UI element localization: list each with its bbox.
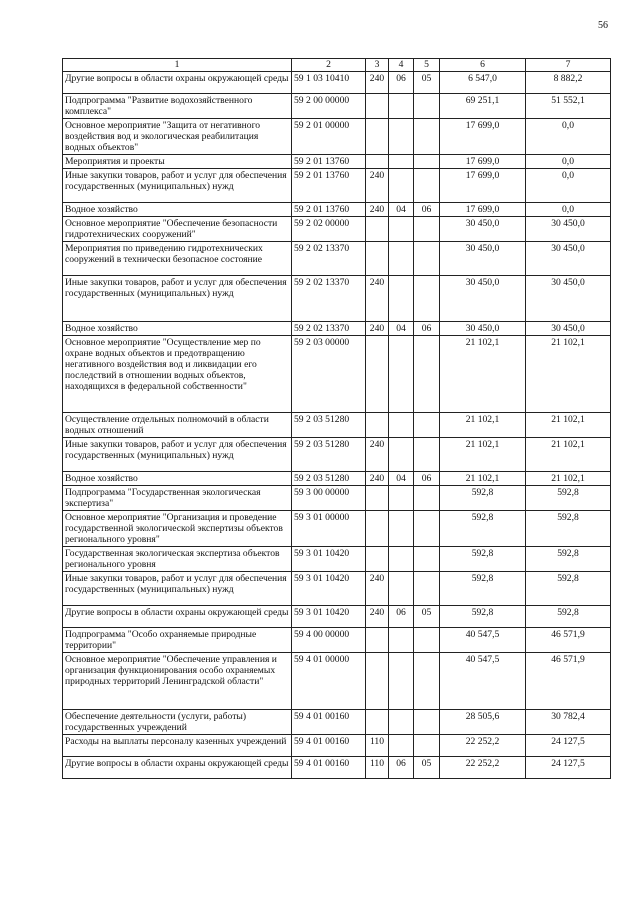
row-name: Основное мероприятие "Обеспечение безопасности гидротехнических сооружений" <box>63 217 292 242</box>
row-name: Другие вопросы в области охраны окружающей среды <box>63 757 292 779</box>
row-amount-year2: 30 450,0 <box>526 276 611 322</box>
row-code: 59 2 03 51280 <box>292 413 366 438</box>
table-row <box>63 757 611 779</box>
row-amount-year1: 592,8 <box>440 547 526 572</box>
row-amount-year1: 21 102,1 <box>440 438 526 472</box>
row-amount-year2: 30 450,0 <box>526 242 611 276</box>
row-name: Иные закупки товаров, работ и услуг для обеспечения государственных (муниципальных) нужд <box>63 438 292 472</box>
row-expense-type <box>366 628 389 653</box>
page-number: 56 <box>598 20 608 31</box>
row-amount-year1: 22 252,2 <box>440 735 526 757</box>
row-amount-year2: 21 102,1 <box>526 438 611 472</box>
row-code: 59 2 01 13760 <box>292 203 366 217</box>
table-row <box>63 276 611 322</box>
row-code: 59 3 00 00000 <box>292 486 366 511</box>
table-row <box>63 472 611 486</box>
row-section <box>389 486 414 511</box>
row-code: 59 2 03 51280 <box>292 472 366 486</box>
row-subsection: 05 <box>414 757 440 779</box>
column-header: 4 <box>389 59 414 72</box>
row-section <box>389 119 414 155</box>
row-amount-year1: 28 505,6 <box>440 710 526 735</box>
row-name: Мероприятия и проекты <box>63 155 292 169</box>
row-code: 59 1 03 10410 <box>292 72 366 94</box>
row-name: Другие вопросы в области охраны окружающей среды <box>63 606 292 628</box>
row-amount-year1: 592,8 <box>440 606 526 628</box>
row-subsection <box>414 169 440 203</box>
row-amount-year2: 24 127,5 <box>526 735 611 757</box>
table-row <box>63 322 611 336</box>
row-subsection <box>414 94 440 119</box>
row-expense-type <box>366 242 389 276</box>
table-row <box>63 119 611 155</box>
row-code: 59 2 02 13370 <box>292 242 366 276</box>
row-amount-year2: 0,0 <box>526 155 611 169</box>
row-expense-type: 240 <box>366 276 389 322</box>
table-row <box>63 653 611 710</box>
row-code: 59 2 01 13760 <box>292 155 366 169</box>
row-amount-year2: 0,0 <box>526 203 611 217</box>
row-name: Водное хозяйство <box>63 203 292 217</box>
row-subsection: 06 <box>414 203 440 217</box>
row-amount-year1: 69 251,1 <box>440 94 526 119</box>
row-expense-type: 110 <box>366 735 389 757</box>
row-amount-year2: 30 450,0 <box>526 322 611 336</box>
row-code: 59 3 01 10420 <box>292 572 366 606</box>
row-code: 59 2 03 51280 <box>292 438 366 472</box>
row-name: Основное мероприятие "Организация и проведение государственной экологической экспертизы объектов регионального уровня" <box>63 511 292 547</box>
row-code: 59 4 01 00160 <box>292 757 366 779</box>
table-row <box>63 735 611 757</box>
row-amount-year2: 21 102,1 <box>526 472 611 486</box>
row-amount-year2: 24 127,5 <box>526 757 611 779</box>
row-expense-type <box>366 336 389 413</box>
row-section: 04 <box>389 472 414 486</box>
row-section: 06 <box>389 72 414 94</box>
table-row <box>63 547 611 572</box>
table-row <box>63 155 611 169</box>
row-subsection <box>414 155 440 169</box>
row-subsection: 06 <box>414 322 440 336</box>
row-amount-year1: 30 450,0 <box>440 276 526 322</box>
row-section: 04 <box>389 203 414 217</box>
row-section <box>389 511 414 547</box>
column-header: 3 <box>366 59 389 72</box>
row-amount-year1: 30 450,0 <box>440 242 526 276</box>
row-subsection <box>414 572 440 606</box>
row-amount-year1: 592,8 <box>440 511 526 547</box>
row-expense-type: 240 <box>366 438 389 472</box>
row-section <box>389 242 414 276</box>
row-amount-year2: 592,8 <box>526 486 611 511</box>
row-code: 59 2 00 00000 <box>292 94 366 119</box>
row-subsection <box>414 511 440 547</box>
row-name: Обеспечение деятельности (услуги, работы) государственных учреждений <box>63 710 292 735</box>
row-subsection <box>414 438 440 472</box>
row-name: Расходы на выплаты персоналу казенных учреждений <box>63 735 292 757</box>
row-section <box>389 217 414 242</box>
row-subsection <box>414 276 440 322</box>
row-amount-year2: 46 571,9 <box>526 653 611 710</box>
table-row <box>63 710 611 735</box>
row-name: Государственная экологическая экспертиза объектов регионального уровня <box>63 547 292 572</box>
row-amount-year1: 17 699,0 <box>440 155 526 169</box>
row-name: Основное мероприятие "Осуществление мер по охране водных объектов и предотвращению негативного воздействия вод и ликвидации его последствий в отношении водных объектов, находящихся в федеральной собственности" <box>63 336 292 413</box>
row-section <box>389 735 414 757</box>
row-section <box>389 336 414 413</box>
row-amount-year1: 592,8 <box>440 572 526 606</box>
row-amount-year2: 0,0 <box>526 119 611 155</box>
table-row <box>63 438 611 472</box>
row-code: 59 4 01 00000 <box>292 653 366 710</box>
row-amount-year1: 40 547,5 <box>440 628 526 653</box>
table-row <box>63 336 611 413</box>
row-name: Осуществление отдельных полномочий в области водных отношений <box>63 413 292 438</box>
row-amount-year2: 592,8 <box>526 606 611 628</box>
row-expense-type <box>366 710 389 735</box>
row-subsection <box>414 628 440 653</box>
row-code: 59 2 01 13760 <box>292 169 366 203</box>
row-code: 59 2 03 00000 <box>292 336 366 413</box>
table-row <box>63 169 611 203</box>
row-subsection <box>414 119 440 155</box>
table-row <box>63 486 611 511</box>
row-code: 59 4 01 00160 <box>292 710 366 735</box>
row-expense-type <box>366 511 389 547</box>
row-name: Подпрограмма "Особо охраняемые природные территории" <box>63 628 292 653</box>
row-amount-year2: 8 882,2 <box>526 72 611 94</box>
row-section <box>389 653 414 710</box>
row-expense-type: 240 <box>366 572 389 606</box>
table-row <box>63 413 611 438</box>
row-subsection: 06 <box>414 472 440 486</box>
row-expense-type <box>366 119 389 155</box>
row-amount-year2: 592,8 <box>526 572 611 606</box>
row-name: Иные закупки товаров, работ и услуг для обеспечения государственных (муниципальных) нужд <box>63 169 292 203</box>
row-expense-type: 240 <box>366 203 389 217</box>
table-row <box>63 511 611 547</box>
row-subsection <box>414 653 440 710</box>
row-name: Основное мероприятие "Защита от негативного воздействия вод и экологическая реабилитация водных объектов" <box>63 119 292 155</box>
row-expense-type <box>366 94 389 119</box>
table-row <box>63 606 611 628</box>
row-amount-year1: 22 252,2 <box>440 757 526 779</box>
row-section: 06 <box>389 606 414 628</box>
row-amount-year2: 0,0 <box>526 169 611 203</box>
row-subsection: 05 <box>414 606 440 628</box>
budget-table <box>62 58 611 779</box>
row-section <box>389 628 414 653</box>
row-expense-type: 110 <box>366 757 389 779</box>
row-amount-year1: 17 699,0 <box>440 119 526 155</box>
row-expense-type: 240 <box>366 472 389 486</box>
row-section: 06 <box>389 757 414 779</box>
row-amount-year1: 6 547,0 <box>440 72 526 94</box>
row-expense-type <box>366 217 389 242</box>
row-expense-type: 240 <box>366 322 389 336</box>
row-amount-year1: 17 699,0 <box>440 203 526 217</box>
table-row <box>63 628 611 653</box>
row-amount-year1: 17 699,0 <box>440 169 526 203</box>
row-name: Основное мероприятие "Обеспечение управления и организация функционирования особо охраняемых природных территорий Ленинградской области" <box>63 653 292 710</box>
row-subsection <box>414 735 440 757</box>
row-amount-year1: 30 450,0 <box>440 217 526 242</box>
row-name: Подпрограмма "Развитие водохозяйственного комплекса" <box>63 94 292 119</box>
table-row <box>63 572 611 606</box>
row-subsection <box>414 547 440 572</box>
row-expense-type <box>366 486 389 511</box>
row-section <box>389 94 414 119</box>
row-subsection <box>414 413 440 438</box>
row-expense-type <box>366 155 389 169</box>
row-amount-year2: 30 450,0 <box>526 217 611 242</box>
row-amount-year2: 51 552,1 <box>526 94 611 119</box>
column-header: 7 <box>526 59 611 72</box>
row-section <box>389 413 414 438</box>
row-expense-type: 240 <box>366 606 389 628</box>
row-subsection <box>414 336 440 413</box>
row-amount-year1: 21 102,1 <box>440 336 526 413</box>
row-amount-year1: 592,8 <box>440 486 526 511</box>
row-name: Иные закупки товаров, работ и услуг для обеспечения государственных (муниципальных) нужд <box>63 276 292 322</box>
row-amount-year2: 592,8 <box>526 511 611 547</box>
row-amount-year2: 30 782,4 <box>526 710 611 735</box>
table-row <box>63 242 611 276</box>
row-code: 59 3 01 10420 <box>292 606 366 628</box>
row-code: 59 4 01 00160 <box>292 735 366 757</box>
row-amount-year2: 46 571,9 <box>526 628 611 653</box>
row-code: 59 2 02 13370 <box>292 276 366 322</box>
row-expense-type: 240 <box>366 72 389 94</box>
row-subsection <box>414 486 440 511</box>
column-header: 2 <box>292 59 366 72</box>
row-expense-type: 240 <box>366 169 389 203</box>
row-subsection <box>414 242 440 276</box>
table-row <box>63 72 611 94</box>
row-subsection: 05 <box>414 72 440 94</box>
row-subsection <box>414 710 440 735</box>
row-code: 59 2 02 13370 <box>292 322 366 336</box>
row-name: Водное хозяйство <box>63 322 292 336</box>
row-amount-year2: 21 102,1 <box>526 413 611 438</box>
row-name: Другие вопросы в области охраны окружающей среды <box>63 72 292 94</box>
row-name: Подпрограмма "Государственная экологическая экспертиза" <box>63 486 292 511</box>
table-row <box>63 217 611 242</box>
row-code: 59 3 01 00000 <box>292 511 366 547</box>
row-code: 59 3 01 10420 <box>292 547 366 572</box>
table-row <box>63 94 611 119</box>
row-section: 04 <box>389 322 414 336</box>
row-section <box>389 169 414 203</box>
row-section <box>389 710 414 735</box>
row-code: 59 2 02 00000 <box>292 217 366 242</box>
row-section <box>389 276 414 322</box>
row-name: Водное хозяйство <box>63 472 292 486</box>
row-section <box>389 572 414 606</box>
row-code: 59 4 00 00000 <box>292 628 366 653</box>
column-header: 6 <box>440 59 526 72</box>
row-name: Иные закупки товаров, работ и услуг для обеспечения государственных (муниципальных) нужд <box>63 572 292 606</box>
row-code: 59 2 01 00000 <box>292 119 366 155</box>
row-amount-year2: 21 102,1 <box>526 336 611 413</box>
row-section <box>389 155 414 169</box>
row-subsection <box>414 217 440 242</box>
row-expense-type <box>366 653 389 710</box>
row-amount-year1: 21 102,1 <box>440 472 526 486</box>
row-expense-type <box>366 413 389 438</box>
table-row <box>63 203 611 217</box>
row-section <box>389 438 414 472</box>
row-expense-type <box>366 547 389 572</box>
row-section <box>389 547 414 572</box>
row-amount-year1: 40 547,5 <box>440 653 526 710</box>
row-amount-year1: 21 102,1 <box>440 413 526 438</box>
row-name: Мероприятия по приведению гидротехнических сооружений в технически безопасное состояние <box>63 242 292 276</box>
row-amount-year2: 592,8 <box>526 547 611 572</box>
column-header: 1 <box>63 59 292 72</box>
column-header: 5 <box>414 59 440 72</box>
row-amount-year1: 30 450,0 <box>440 322 526 336</box>
header-row <box>63 59 611 72</box>
